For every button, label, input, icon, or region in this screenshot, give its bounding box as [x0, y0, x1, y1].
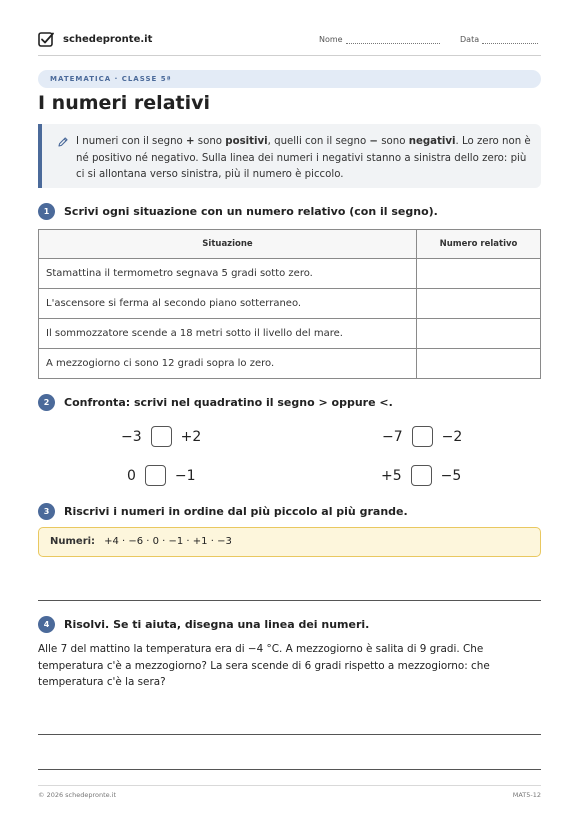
exercise-1-number: 1 — [38, 203, 55, 220]
name-field[interactable] — [319, 35, 440, 44]
problem-text: Alle 7 del mattino la temperatura era di −4 °C. A mezzogiorno è salita di 9 gradi. Che temperatura c'è a mezzogiorno? La sera scende di 6 gradi rispetto a mezzogiorno: che temperatura c'è la sera? — [38, 643, 490, 688]
situation-cell: A mezzogiorno ci sono 12 gradi sopra lo zero. — [39, 349, 417, 379]
page-header — [38, 30, 541, 56]
name-line — [346, 43, 440, 44]
table-row — [39, 319, 541, 349]
table-row — [39, 259, 541, 289]
date-label: Data — [460, 35, 480, 44]
column-header-situation: Situazione — [39, 230, 417, 259]
info-box — [38, 124, 541, 188]
exercise-1-question: Scrivi ogni situazione con un numero relativo (con il segno). — [64, 205, 438, 218]
exercise-2-question: Confronta: scrivi nel quadratino il segno > oppure <. — [64, 396, 393, 409]
date-field[interactable] — [460, 35, 538, 44]
comparison-item — [382, 426, 462, 447]
answer-box[interactable] — [151, 426, 172, 447]
comparison-left: 0 — [127, 467, 136, 484]
logo — [38, 31, 152, 48]
info-text-part: sono — [194, 136, 226, 147]
answer-cell[interactable] — [417, 319, 541, 349]
situation-cell: Il sommozzatore scende a 18 metri sotto il livello del mare. — [39, 319, 417, 349]
numbers-box — [38, 527, 541, 557]
exercise-4-question: Risolvi. Se ti aiuta, disegna una linea dei numeri. — [64, 618, 370, 631]
info-text — [76, 134, 533, 184]
exercise-2-number: 2 — [38, 394, 55, 411]
date-line — [482, 43, 538, 44]
subject-bar: MATEMATICA · CLASSE 5ª — [38, 70, 541, 88]
comparison-item — [127, 465, 196, 486]
comparison-item — [121, 426, 201, 447]
exercise-3-question: Riscrivi i numeri in ordine dal più piccolo al più grande. — [64, 505, 408, 518]
word-negativi: negativi — [408, 136, 456, 147]
page-title: I numeri relativi — [38, 92, 211, 114]
situation-cell: Stamattina il termometro segnava 5 gradi sotto zero. — [39, 259, 417, 289]
answer-box[interactable] — [411, 465, 432, 486]
name-label: Nome — [319, 35, 343, 44]
answer-line[interactable] — [38, 600, 541, 601]
numbers-label: Numeri: — [50, 536, 96, 547]
answer-line[interactable] — [38, 769, 541, 770]
comparison-right: −1 — [174, 467, 196, 484]
answer-line[interactable] — [38, 734, 541, 735]
answer-box[interactable] — [412, 426, 433, 447]
minus-sign: − — [369, 136, 378, 147]
answer-cell[interactable] — [417, 259, 541, 289]
copyright: © 2026 schedepronte.it — [38, 791, 117, 799]
numbers-list: +4 · −6 · 0 · −1 · +1 · −3 — [104, 536, 232, 547]
info-text-part: I numeri con il segno — [76, 136, 187, 147]
comparison-right: −2 — [441, 428, 463, 445]
answer-cell[interactable] — [417, 349, 541, 379]
answer-box[interactable] — [145, 465, 166, 486]
info-text-part: . Lo zero non è né positivo né negativo. Sulla linea dei numeri i negativi stanno a sinistra dello zero: più ci si allontana verso sinistra, più il numero è piccolo. — [76, 136, 531, 180]
site-name: schedepronte.it — [63, 34, 153, 45]
info-text-part: , quelli con il segno — [267, 136, 370, 147]
comparison-left: +5 — [381, 467, 402, 484]
exercise-4-number: 4 — [38, 616, 55, 633]
worksheet-code: MAT5-12 — [512, 791, 541, 799]
info-text-part: sono — [377, 136, 409, 147]
table-row — [39, 289, 541, 319]
answer-cell[interactable] — [417, 289, 541, 319]
comparison-left: −3 — [121, 428, 142, 445]
page-footer — [38, 785, 541, 799]
comparison-right: +2 — [180, 428, 202, 445]
checkbox-logo-icon — [38, 31, 55, 48]
plus-sign: + — [186, 136, 195, 147]
situations-table — [38, 229, 541, 379]
comparison-right: −5 — [440, 467, 462, 484]
situation-cell: L'ascensore si ferma al secondo piano sotterraneo. — [39, 289, 417, 319]
table-row — [39, 349, 541, 379]
word-positivi: positivi — [225, 136, 268, 147]
comparison-left: −7 — [382, 428, 403, 445]
table-header-row — [39, 230, 541, 259]
column-header-number: Numero relativo — [417, 230, 541, 259]
exercise-3-number: 3 — [38, 503, 55, 520]
pencil-icon — [57, 136, 69, 148]
comparison-item — [381, 465, 461, 486]
